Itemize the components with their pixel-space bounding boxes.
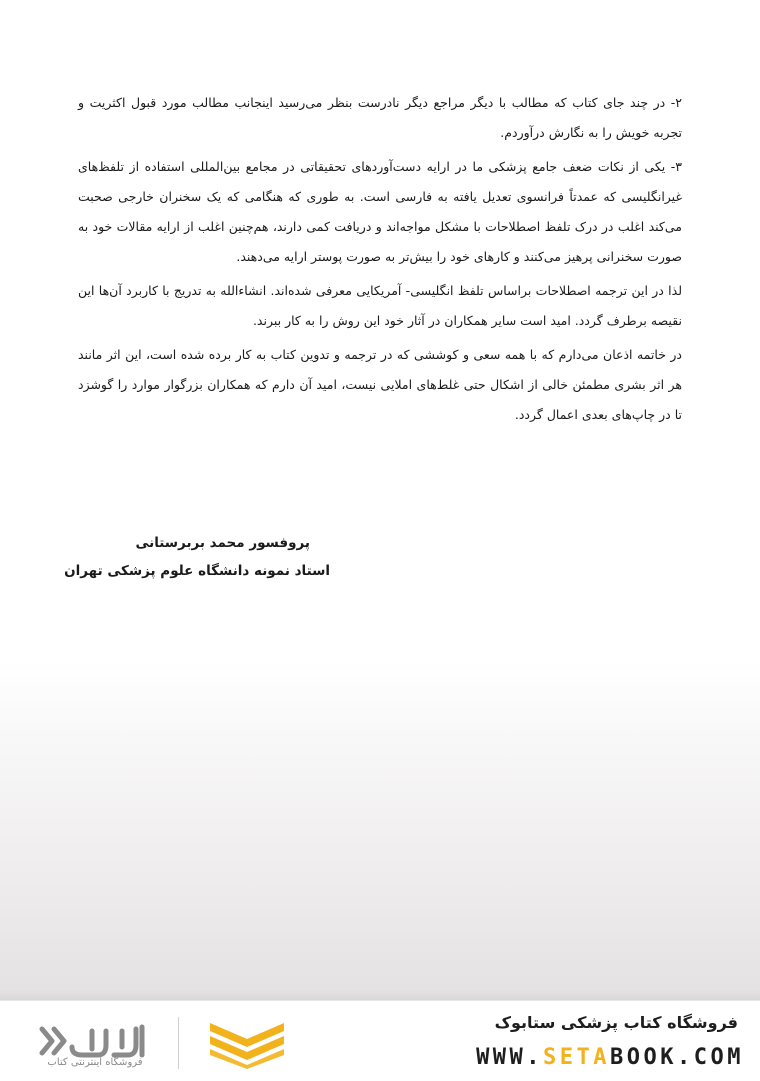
preface-text (78, 88, 682, 434)
paragraph-item-2: ۲- در چند جای کتاب که مطالب با دیگر مراجع دیگر نادرست بنظر می‌رسید اینجانب مطالب مورد قبول اکثریت و تجربه خویش را به نگارش درآوردم. (78, 95, 682, 140)
url-prefix: WWW. (476, 1045, 544, 1070)
paragraph-transliteration: لذا در این ترجمه اصطلاحات براساس تلفظ انگلیسی- آمریکایی معرفی شده‌اند. انشاء‌الله به تدریج با کاربرد آن‌ها این نقیصه برطرف گردد. امید است سایر همکاران در آثار خود این روش را به کار ببرند. (78, 283, 682, 328)
author-title: استاد نمونه دانشگاه علوم پزشکی تهران (64, 563, 330, 579)
footer-divider (178, 1017, 179, 1069)
chevron-stack-icon (204, 1019, 290, 1069)
logo-subtitle: فروشگاه اینترنتی کتاب (47, 1057, 143, 1068)
url-highlight: SETA (543, 1045, 611, 1070)
store-title: فروشگاه کتاب پزشکی ستابوک (494, 1013, 738, 1032)
paragraph-closing: در خاتمه اذعان می‌دارم که با همه سعی و کوششی که در ترجمه و تدوین کتاب به کار برده شده است، این اثر مانند هر اثر بشری مطمئن خالی از اشکال حتی غلط‌های املایی نیست، امید آن دارم که همکاران بزرگوار موارد را گوشزد تا در چاپ‌های بعدی اعمال گردد. (78, 347, 682, 422)
store-footer (0, 1000, 760, 1081)
store-url-link[interactable] (476, 1045, 744, 1070)
author-name: پروفسور محمد بربرستانی (135, 535, 310, 551)
url-suffix: BOOK.COM (610, 1045, 744, 1070)
paragraph-item-3: ۳- یکی از نکات ضعف جامع پزشکی ما در ارایه دست‌آوردهای تحقیقاتی در مجامع بین‌المللی استفاده از تلفظ‌های غیرانگلیسی که عمدتاً فرانسوی تعدیل یافته به فارسی است. به طوری که هنگامی که یک سخنران خارجی صحبت می‌کند اغلب در درک تلفظ اصطلاحات با مشکل مواجه‌اند و دریافت کمی دارند، هم‌چنین اغلب از ارایه مقالات خود به صورت سخنرانی پرهیز می‌کنند و کارهای خود را بیش‌تر به صورت پوستر ارایه می‌دهند. (78, 159, 682, 264)
